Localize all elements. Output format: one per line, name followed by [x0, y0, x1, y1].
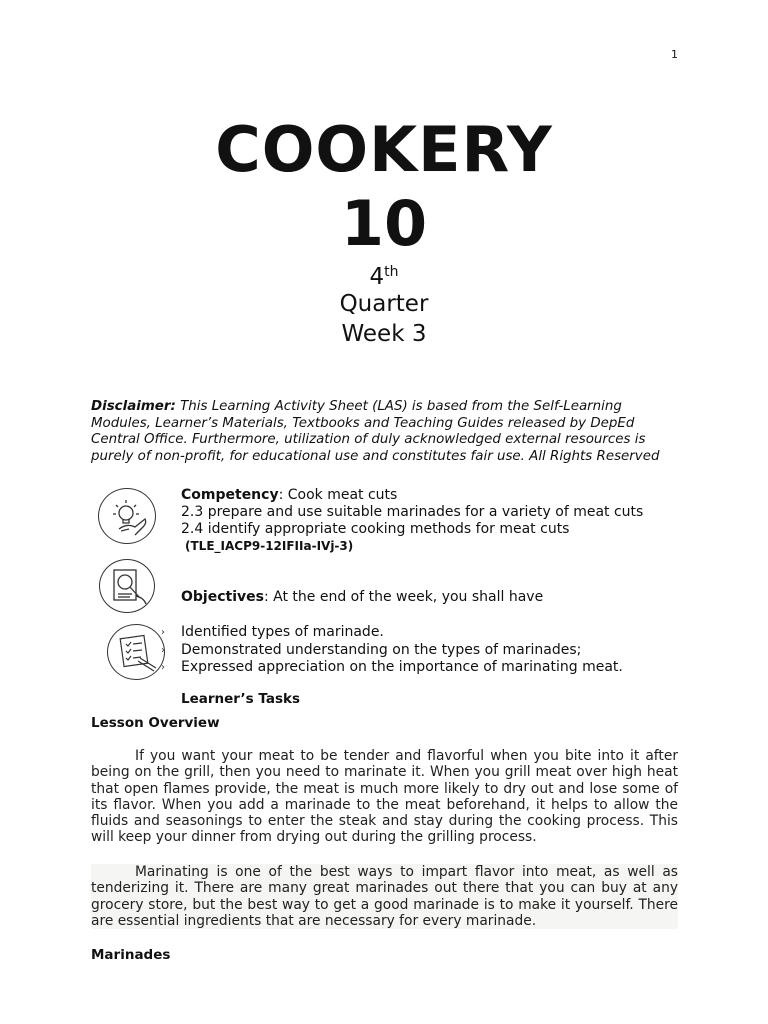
competency-heading — [181, 487, 661, 504]
bullet-icon: › — [161, 645, 165, 656]
bullet-icon: › — [161, 627, 165, 638]
overview-paragraph — [91, 748, 678, 846]
competency-code: (TLE_IACP9-12IFIIa-IVj-3) — [185, 539, 354, 553]
learners-tasks-heading: Learner’s Tasks — [181, 691, 301, 707]
objectives-text: : At the end of the week, you shall have — [263, 589, 544, 605]
disclaimer — [91, 399, 681, 465]
competency-item: 2.3 prepare and use suitable marinades for a variety of meat cuts — [181, 504, 644, 520]
title-subject: COOKERY — [215, 113, 553, 186]
quarter-number — [0, 258, 768, 291]
objective-item: Expressed appreciation on the importance of marinating meat. — [181, 659, 623, 675]
quarter-num: 4 — [369, 264, 385, 290]
page-number: 1 — [671, 48, 678, 61]
lightbulb-hand-icon — [98, 488, 156, 544]
competency-block — [181, 487, 661, 538]
objective-item: Identified types of marinade. — [181, 624, 384, 640]
paragraph-text: If you want your meat to be tender and flavorful when you bite into it after being on the grill, then you need to marinate it. When you grill meat over high heat that open flames provide, the meat is much more likely to dry out and lose some of its flavor. When you add a marinade to the meat beforehand, it helps to allow the fluids and seasonings to enter the steak and stay during the cooking process. This will keep your dinner from drying out during the grilling process. — [91, 748, 678, 846]
bullet-icon: › — [161, 662, 165, 673]
lesson-overview-heading: Lesson Overview — [91, 715, 220, 731]
marinades-heading: Marinades — [91, 947, 171, 963]
competency-text: : Cook meat cuts — [278, 487, 398, 503]
objective-item: Demonstrated understanding on the types of marinades; — [181, 641, 582, 658]
overview-paragraph — [91, 864, 678, 929]
week-label: Week 3 — [341, 321, 427, 347]
objectives-label: Objectives — [181, 589, 264, 605]
quarter-word: Quarter — [339, 291, 429, 317]
competency-label: Competency — [181, 487, 279, 503]
disclaimer-label: Disclaimer: — [91, 399, 176, 414]
objectives-heading — [181, 589, 543, 606]
title-grade: 10 — [340, 187, 428, 260]
paragraph-text: Marinating is one of the best ways to impart flavor into meat, as well as tenderizing it. There are many great marinades out there that you can buy at any grocery store, but the best way to get a good marinade is to make it yourself. There are essential ingredients that are necessary for every marinade. — [91, 864, 678, 929]
disclaimer-text: This Learning Activity Sheet (LAS) is based from the Self-Learning Modules, Learner’s Materials, Textbooks and Teaching Guides released by DepEd Central Office. Furthermore, utilization of duly acknowledged external resources is purely of non-profit, for educational use and constitutes fair use. All Rights Reserved — [91, 399, 660, 464]
quarter-sup: th — [384, 264, 399, 280]
objectives-list — [181, 624, 623, 677]
checklist-pencil-icon — [107, 624, 165, 680]
magnifier-document-icon — [99, 559, 155, 613]
competency-item: 2.4 identify appropriate cooking methods for meat cuts — [181, 521, 570, 537]
